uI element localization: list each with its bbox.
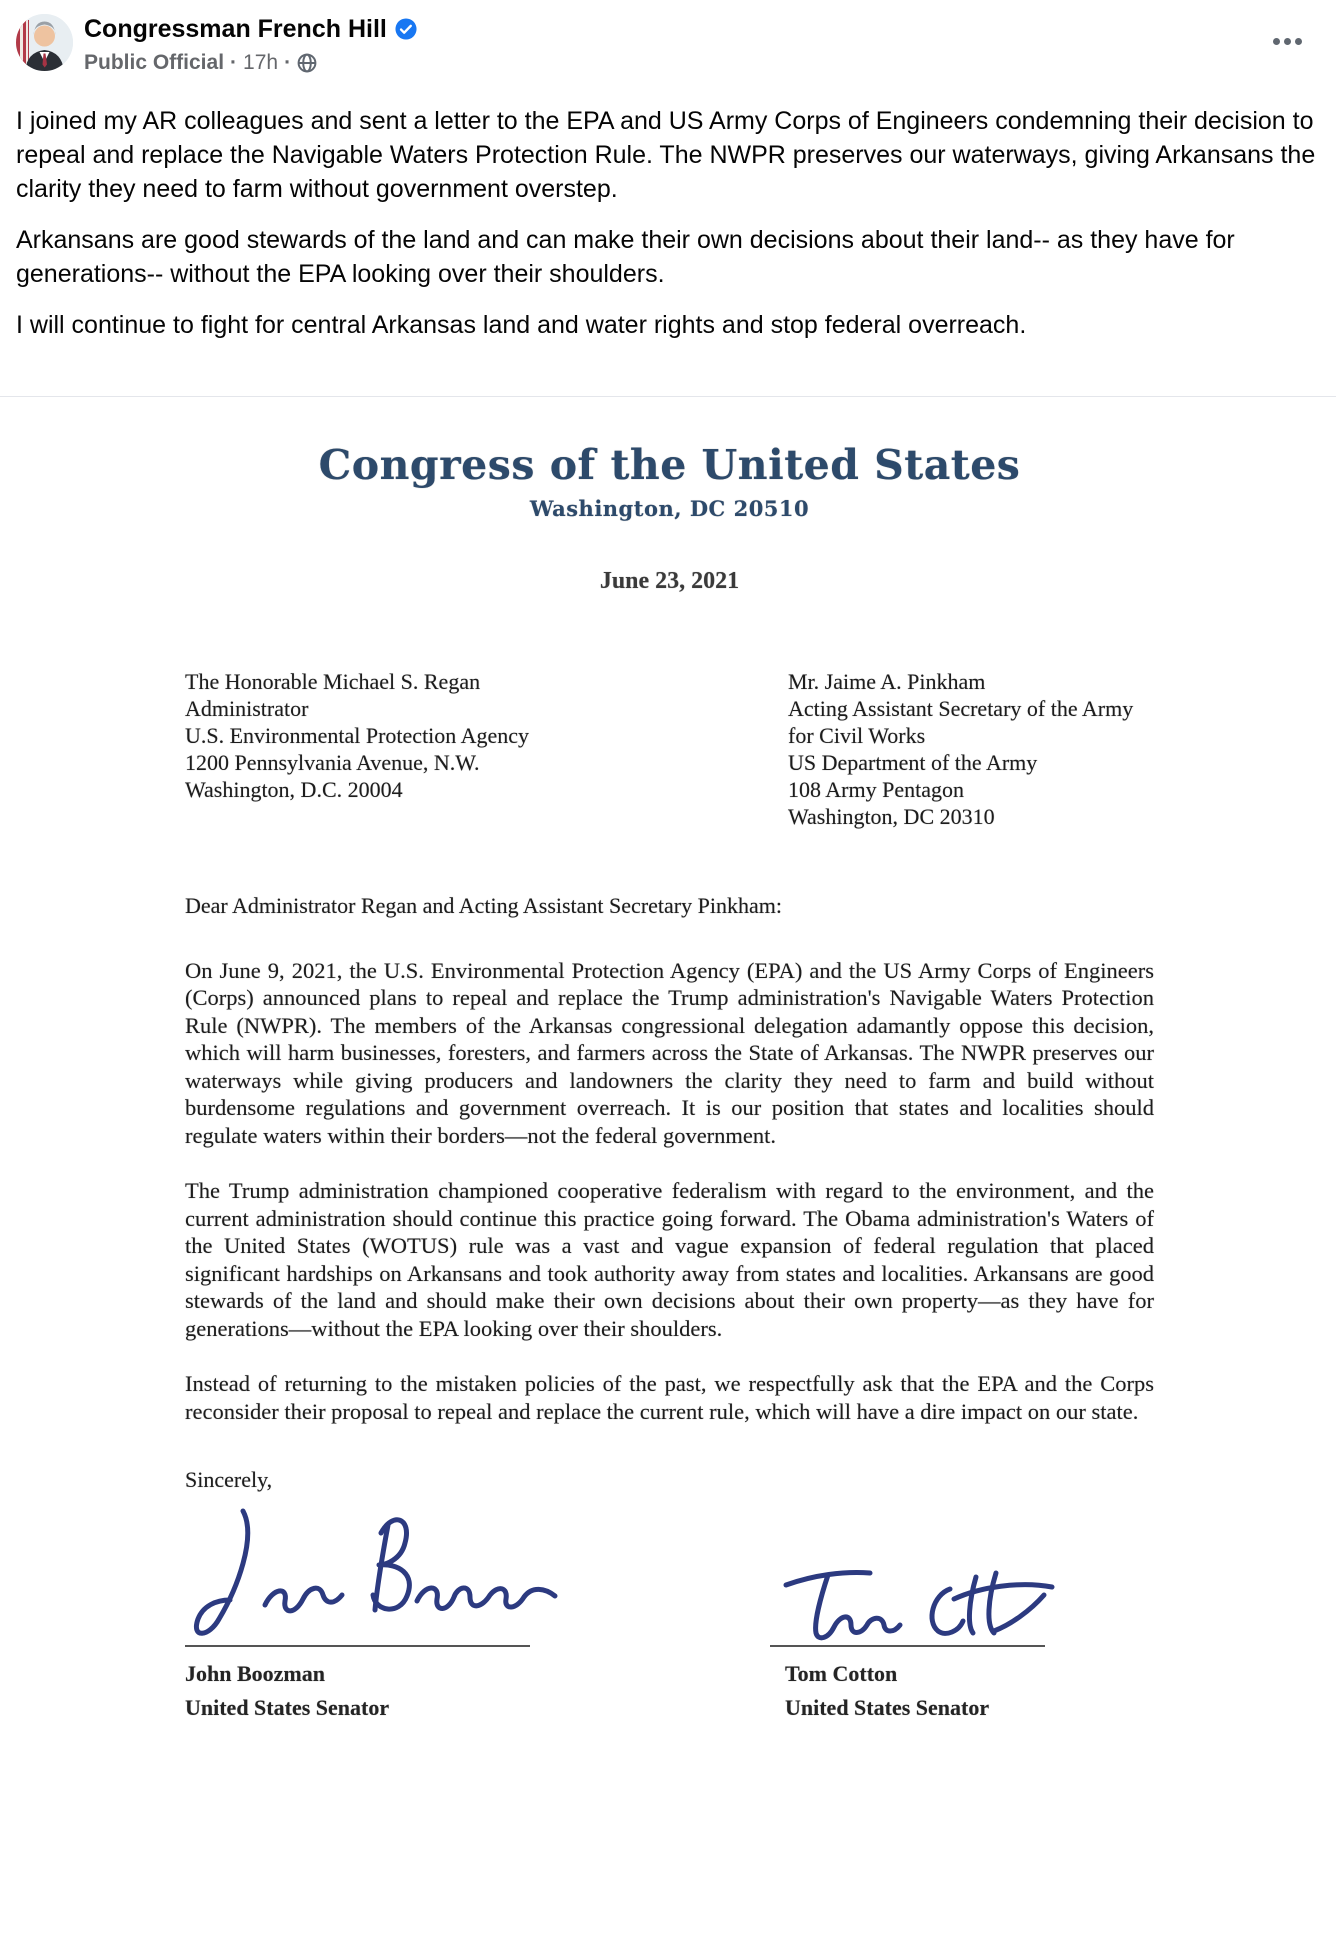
post-text bbox=[16, 104, 1320, 342]
signature-line bbox=[770, 1645, 1045, 1647]
letter-date: June 23, 2021 bbox=[599, 567, 740, 594]
post-options-menu-button[interactable] bbox=[1267, 32, 1308, 51]
signature-block-boozman bbox=[185, 1497, 605, 1721]
letterhead bbox=[185, 441, 1154, 521]
address-line: Acting Assistant Secretary of the Army bbox=[788, 695, 1134, 721]
author-role-label: Public Official bbox=[84, 50, 225, 74]
tom-cotton-signature bbox=[770, 1553, 1070, 1645]
signer-name: John Boozman bbox=[185, 1661, 325, 1687]
letter-body-paragraph: The Trump administration championed cooperative federalism with regard to the environment, and the current administration should continue this practice going forward. The Obama administration's Waters of the United States (WOTUS) rule was a vast and vague expansion of federal regulation that placed significant hardships on Arkansans and took authority away from states and localities. Arkansans are good stewards of the land and should make their own decisions about their own property—as they have for generations—without the EPA looking over their shoulders. bbox=[185, 1178, 1154, 1341]
letter-body-paragraph: On June 9, 2021, the U.S. Environmental Protection Agency (EPA) and the US Army Corps of Engineers (Corps) announced plans to repeal and replace the Trump administration's Navigable Waters Protection Rule (NWPR). The members of the Arkansas congressional delegation adamantly oppose this decision, which will harm businesses, foresters, and farmers across the State of Arkansas. The NWPR preserves our waterways while giving producers and landowners the clarity they need to farm and build without burdensome regulations and government overreach. It is our position that states and localities should regulate waters within their borders—not the federal government. bbox=[185, 957, 1154, 1148]
recipient-addresses bbox=[185, 668, 1154, 830]
address-line: U.S. Environmental Protection Agency bbox=[185, 722, 529, 748]
signer-title: United States Senator bbox=[185, 1695, 390, 1721]
address-line: 108 Army Pentagon bbox=[788, 776, 964, 802]
signature-row bbox=[185, 1497, 1154, 1721]
verified-badge-icon bbox=[395, 18, 417, 40]
address-line: for Civil Works bbox=[788, 722, 926, 748]
signature-line bbox=[185, 1645, 530, 1647]
letter-salutation: Dear Administrator Regan and Acting Assistant Secretary Pinkham: bbox=[185, 892, 782, 918]
address-line: US Department of the Army bbox=[788, 749, 1038, 775]
post-timestamp[interactable]: 17h bbox=[243, 50, 279, 74]
letter-attachment-image[interactable] bbox=[0, 396, 1336, 1782]
dot-icon bbox=[1284, 38, 1291, 45]
avatar-portrait-image bbox=[16, 14, 73, 71]
signature-block-cotton bbox=[770, 1553, 1080, 1721]
dot-icon bbox=[1295, 38, 1302, 45]
recipient-address-epa bbox=[185, 668, 788, 830]
post-paragraph: I will continue to fight for central Arkansas land and water rights and stop federal overreach. bbox=[16, 310, 1027, 339]
meta-separator: · bbox=[284, 50, 292, 74]
recipient-address-army bbox=[788, 668, 1154, 830]
letter-closing: Sincerely, bbox=[185, 1467, 273, 1493]
dot-icon bbox=[1273, 38, 1280, 45]
author-name[interactable]: Congressman French Hill bbox=[84, 15, 387, 43]
address-line: Washington, D.C. 20004 bbox=[185, 776, 403, 802]
post-header-text bbox=[84, 14, 417, 74]
address-line: Washington, DC 20310 bbox=[788, 803, 995, 829]
public-privacy-globe-icon bbox=[297, 53, 317, 73]
address-line: Administrator bbox=[185, 695, 309, 721]
address-line: 1200 Pennsylvania Avenue, N.W. bbox=[185, 749, 480, 775]
letter-body-paragraph: Instead of returning to the mistaken policies of the past, we respectfully ask that the EPA and the Corps reconsider their proposal to repeal and replace the current rule, which will have a dire impact on our state. bbox=[185, 1371, 1154, 1424]
address-line: Mr. Jaime A. Pinkham bbox=[788, 668, 986, 694]
signer-title: United States Senator bbox=[785, 1695, 990, 1721]
post-header bbox=[0, 0, 1336, 74]
signer-name: Tom Cotton bbox=[785, 1661, 898, 1687]
address-line: The Honorable Michael S. Regan bbox=[185, 668, 481, 694]
avatar[interactable] bbox=[16, 14, 73, 71]
john-boozman-signature bbox=[185, 1497, 585, 1645]
post-paragraph: I joined my AR colleagues and sent a letter to the EPA and US Army Corps of Engineers condemning their decision to repeal and replace the Navigable Waters Protection Rule. The NWPR preserves our waterways, giving Arkansans the clarity they need to farm without government overstep. bbox=[16, 106, 1316, 203]
author-row[interactable] bbox=[84, 15, 417, 44]
post-meta-row bbox=[84, 51, 417, 74]
letterhead-subtitle: Washington, DC 20510 bbox=[529, 495, 810, 521]
post-paragraph: Arkansans are good stewards of the land and can make their own decisions about their land-- as they have for generations-- without the EPA looking over their shoulders. bbox=[16, 225, 1235, 288]
letterhead-title: Congress of the United States bbox=[318, 440, 1021, 489]
meta-separator: · bbox=[230, 50, 238, 74]
